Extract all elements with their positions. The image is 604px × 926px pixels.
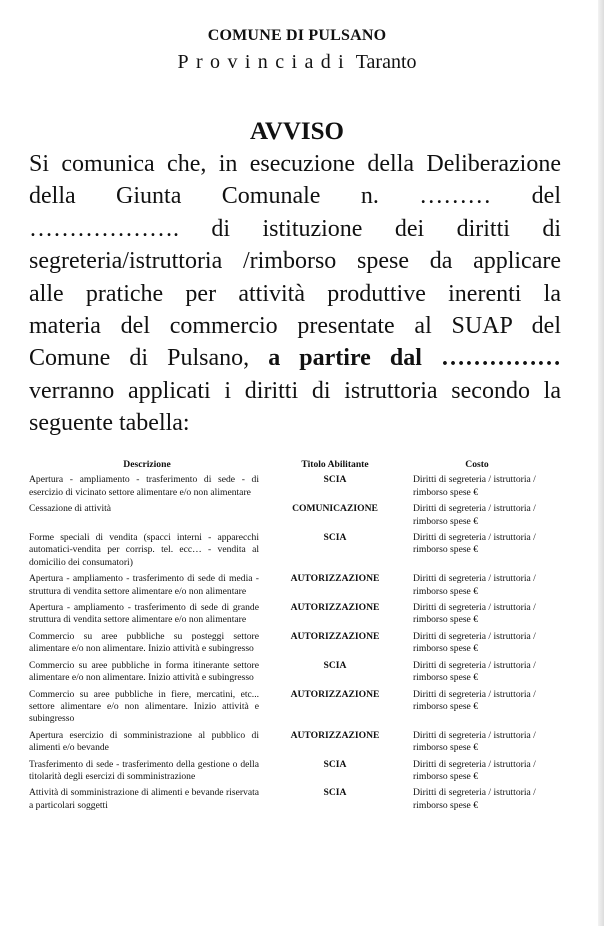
start-date-phrase: a partire dal ……………	[268, 345, 562, 372]
cost-line: Diritti di segreteria / istruttoria /	[413, 659, 536, 671]
cost-line: Diritti di segreteria / istruttoria /	[413, 573, 536, 585]
row-cost	[405, 787, 549, 816]
row-title: AUTORIZZAZIONE	[290, 602, 380, 614]
row-description: Cessazione di attività	[29, 503, 112, 515]
row-title: AUTORIZZAZIONE	[290, 630, 380, 642]
row-title: SCIA	[323, 532, 347, 544]
table-row	[29, 689, 549, 730]
body-line: verranno applicati i diritti di istruttoria secondo la	[29, 377, 561, 404]
notice-body	[29, 148, 561, 440]
cost-line: rimborso spese €	[413, 643, 479, 655]
cost-line: Diritti di segreteria / istruttoria /	[413, 688, 536, 700]
row-cost	[405, 474, 549, 503]
notice-title: AVVISO	[249, 118, 345, 145]
cost-line: Diritti di segreteria / istruttoria /	[413, 532, 536, 544]
body-line: materia del commercio presentate al SUAP del	[29, 313, 561, 340]
body-line: seguente tabella:	[29, 410, 190, 437]
row-title: SCIA	[323, 787, 347, 799]
cost-line: Diritti di segreteria / istruttoria /	[413, 758, 536, 770]
row-cost	[405, 730, 549, 759]
cost-line: Diritti di segreteria / istruttoria /	[413, 474, 536, 486]
row-title: SCIA	[323, 758, 347, 770]
table-header-row	[29, 459, 549, 474]
body-line-start-date	[29, 342, 561, 374]
table-row	[29, 573, 549, 602]
table-row	[29, 631, 549, 660]
row-cost	[405, 532, 549, 573]
table-row	[29, 474, 549, 503]
province-prefix: Provinciadi	[177, 51, 352, 73]
cost-line: Diritti di segreteria / istruttoria /	[413, 787, 536, 799]
fees-table	[29, 459, 549, 816]
cost-line: rimborso spese €	[413, 700, 479, 712]
row-description: Apertura - ampliamento - trasferimento di sede di media - struttura di vendita settore alimentare e/o non alimentare	[29, 573, 259, 597]
cost-line: rimborso spese €	[413, 585, 479, 597]
row-description: Commercio su aree pubbliche in forma itinerante settore alimentare e/o non alimentare. Inizio attività e subingresso	[29, 659, 259, 684]
row-title: SCIA	[323, 659, 347, 671]
table-row	[29, 503, 549, 532]
row-cost	[405, 503, 549, 532]
row-description: Trasferimento di sede - trasferimento della gestione o della titolarità degli esercizi di somministrazione	[29, 758, 259, 782]
cost-line: rimborso spese €	[413, 672, 479, 684]
cost-line: Diritti di segreteria / istruttoria /	[413, 503, 536, 515]
row-cost	[405, 689, 549, 730]
row-description: Forme speciali di vendita (spacci interni - apparecchi automatici-vendita per corrisp. tel. ecc… - vendita al domicilio dei consumatori)	[29, 532, 259, 568]
table-row	[29, 730, 549, 759]
cost-line: rimborso spese €	[413, 770, 479, 782]
province-line	[0, 50, 594, 74]
table-row	[29, 787, 549, 816]
row-title: AUTORIZZAZIONE	[290, 688, 380, 700]
cost-line: Diritti di segreteria / istruttoria /	[413, 729, 536, 741]
cost-line: Diritti di segreteria / istruttoria /	[413, 630, 536, 642]
body-line: ………………. di istituzione dei diritti di	[29, 215, 561, 242]
row-description: Apertura - ampliamento - trasferimento di sede di grande struttura di vendita settore alimentare e/o non alimentare	[29, 602, 259, 626]
table-row	[29, 602, 549, 631]
cost-line: rimborso spese €	[413, 614, 479, 626]
letterhead	[0, 26, 594, 74]
cost-line: rimborso spese €	[413, 799, 479, 811]
row-description: Apertura esercizio di somministrazione al pubblico di alimenti e/o bevande	[29, 729, 259, 754]
row-title: COMUNICAZIONE	[292, 503, 378, 515]
row-title: AUTORIZZAZIONE	[290, 729, 380, 741]
body-line: segreteria/istruttoria /rimborso spese da applicare	[29, 248, 561, 275]
table-row	[29, 759, 549, 788]
column-header-titolo: Titolo Abilitante	[301, 459, 369, 470]
row-title: AUTORIZZAZIONE	[290, 573, 380, 585]
column-header-descrizione: Descrizione	[123, 459, 171, 470]
body-line-text: Comune di Pulsano,	[29, 345, 250, 372]
column-header-costo: Costo	[465, 459, 489, 470]
cost-line: rimborso spese €	[413, 486, 479, 498]
province-city: Taranto	[355, 51, 417, 73]
row-description: Apertura - ampliamento - trasferimento di sede - di esercizio di vicinato settore alimentare e/o non alimentare	[29, 474, 259, 498]
body-line: alle pratiche per attività produttive inerenti la	[29, 280, 561, 307]
row-description: Commercio su aree pubbliche in fiere, mercatini, etc... settore alimentare e/o non alimentare. Inizio attività e subingresso	[29, 688, 259, 725]
row-cost	[405, 631, 549, 660]
row-description: Attività di somministrazione di alimenti e bevande riservata a particolari soggetti	[29, 787, 259, 811]
row-title: SCIA	[323, 474, 347, 486]
row-cost	[405, 573, 549, 602]
body-line: Si comunica che, in esecuzione della Deliberazione	[29, 151, 561, 177]
table-row	[29, 532, 549, 573]
row-cost	[405, 602, 549, 631]
cost-line: rimborso spese €	[413, 742, 479, 754]
row-cost	[405, 660, 549, 689]
row-cost	[405, 759, 549, 788]
cost-line: rimborso spese €	[413, 544, 479, 556]
table-row	[29, 660, 549, 689]
cost-line: rimborso spese €	[413, 515, 479, 527]
page-edge-shadow	[598, 0, 604, 926]
body-line: della Giunta Comunale n. ……… del	[29, 183, 561, 210]
municipality-name: COMUNE DI PULSANO	[207, 27, 387, 44]
row-description: Commercio su aree pubbliche su posteggi settore alimentare e/o non alimentare. Inizio attività e subingresso	[29, 630, 259, 655]
cost-line: Diritti di segreteria / istruttoria /	[413, 602, 536, 614]
